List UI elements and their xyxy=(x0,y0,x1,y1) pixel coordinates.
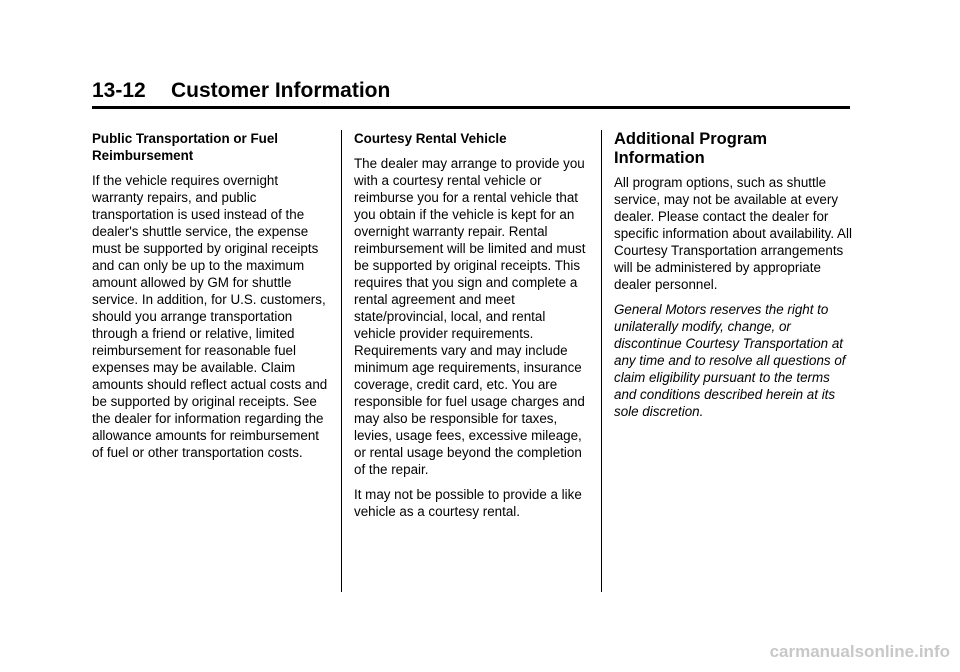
paragraph-additional-info-2: General Motors reserves the right to unilaterally modify, change, or discontinue Courtesy Transportation at any time and to resolve all questions of claim eligibility pursuant to the terms and conditions described herein at its sole discretion. xyxy=(614,302,846,419)
column-additional-info xyxy=(614,130,854,428)
column-divider-right xyxy=(601,130,602,592)
column-courtesy-rental xyxy=(354,130,590,528)
page-header xyxy=(92,78,850,109)
paragraph-public-transportation: If the vehicle requires overnight warranty repairs, and public transportation is used instead of the dealer's shuttle service, the expense must be supported by original receipts and can only be up to the maximum amount allowed by GM for shuttle service. In addition, for U.S. customers, should you arrange transportation through a friend or relative, limited reimbursement for reasonable fuel expenses may be available. Claim amounts should reflect actual costs and be supported by original receipts. See the dealer for information regarding the allowance amounts for reimbursement of fuel or other transportation costs. xyxy=(92,173,328,460)
column-public-transportation xyxy=(92,130,332,469)
heading-additional-info: Additional Program Information xyxy=(614,130,768,167)
column-divider-left xyxy=(341,130,342,592)
section-number: 13-12 xyxy=(92,79,146,102)
section-title: Customer Information xyxy=(171,79,391,102)
paragraph-courtesy-rental-1: The dealer may arrange to provide you with a courtesy rental vehicle or reimburse you for a rental vehicle that you obtain if the vehicle is kept for an overnight warranty repair. Rental reimbursement will be limited and must be supported by original receipts. This requires that you sign and complete a rental agreement and meet state/provincial, local, and rental vehicle provider requirements. Requirements vary and may include minimum age requirements, insurance coverage, credit card, etc. You are responsible for fuel usage charges and may also be responsible for taxes, levies, usage fees, excessive mileage, or rental usage beyond the completion of the repair. xyxy=(354,156,586,477)
subhead-courtesy-rental: Courtesy Rental Vehicle xyxy=(354,131,507,146)
paragraph-courtesy-rental-2: It may not be possible to provide a like vehicle as a courtesy rental. xyxy=(354,487,582,519)
paragraph-additional-info-1: All program options, such as shuttle service, may not be available at every dealer. Please contact the dealer for specific information about availability. All Courtesy Transportation arrangements will be administered by appropriate dealer personnel. xyxy=(614,175,852,292)
watermark: carmanualsonline.info xyxy=(769,642,950,661)
subhead-public-transportation: Public Transportation or Fuel Reimbursement xyxy=(92,131,278,163)
